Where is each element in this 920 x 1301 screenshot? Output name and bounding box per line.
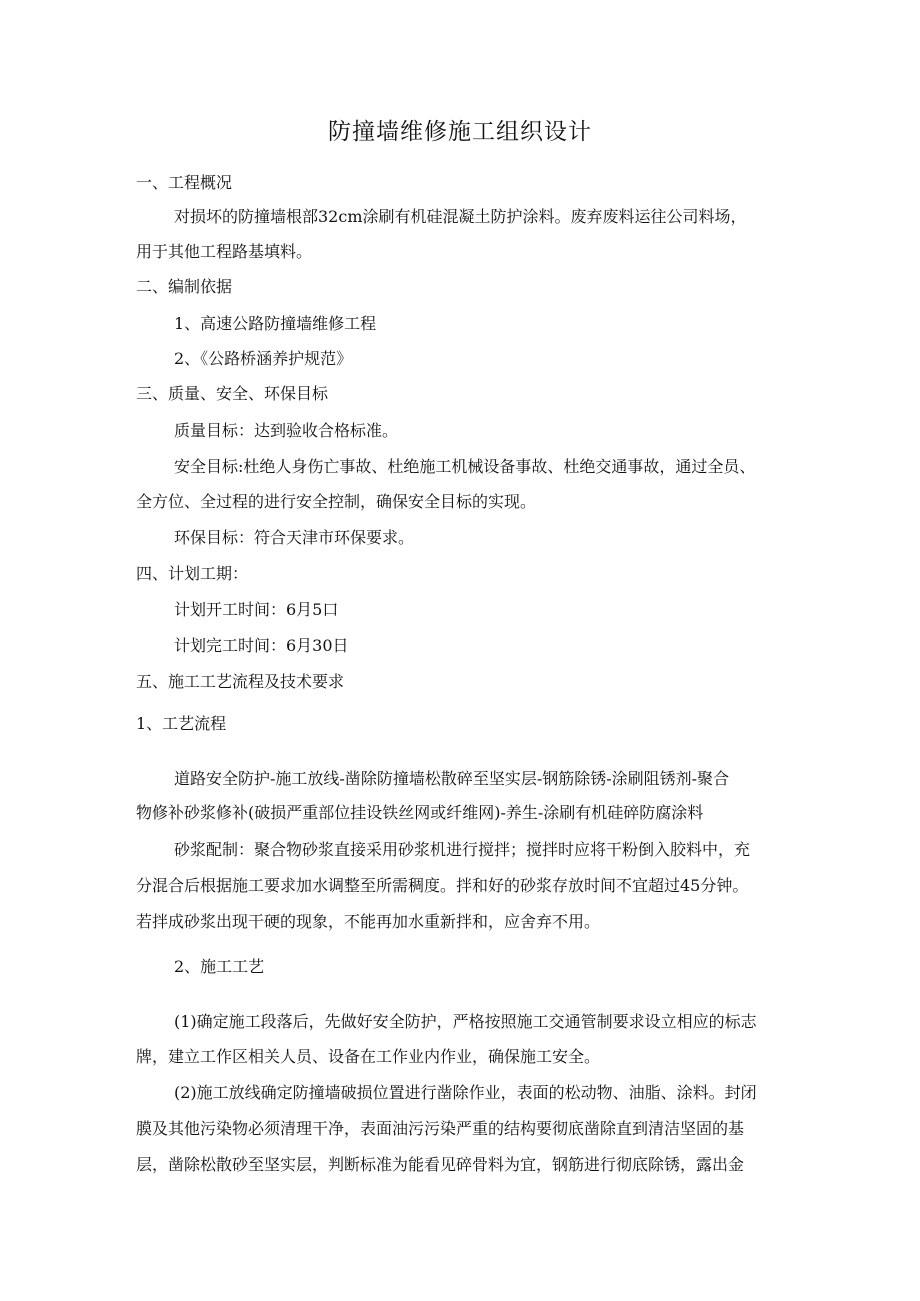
document-title: 防撞墙维修施工组织设计 (328, 119, 592, 145)
mortar-paragraph-line: 砂浆配制：聚合物砂浆直接采用砂浆机进行搅拌；搅拌时应将干粉倒入胶料中，充 (174, 840, 751, 859)
safety-goal-line: 安全目标:杜绝人身伤亡事故、杜绝施工机械设备事故、杜绝交通事故，通过全员、 (174, 457, 756, 476)
safety-goal-line: 全方位、全过程的进行安全控制，确保安全目标的实现。 (136, 492, 537, 511)
subheading-construction-process: 2、施工工艺 (174, 957, 265, 976)
overview-paragraph-line: 对损坏的防撞墙根部32cm涂刷有机硅混凝土防护涂料。废弃废料运往公司料场， (174, 207, 747, 226)
section-heading-basis: 二、编制依据 (136, 277, 233, 296)
process-step-1-line: (1)确定施工段落后，先做好安全防护，严格按照施工交通管制要求设立相应的标志 (174, 1012, 757, 1031)
planned-start: 计划开工时间：6月5口 (174, 600, 339, 619)
overview-paragraph-line: 用于其他工程路基填料。 (136, 242, 313, 261)
process-flow-line: 物修补砂浆修补(破损严重部位挂设铁丝网或纤维网)-养生-涂刷有机硅碎防腐涂料 (136, 803, 704, 822)
basis-item: 2、《公路桥涵养护规范》 (174, 349, 353, 368)
mortar-paragraph-line: 分混合后根据施工要求加水调整至所需稠度。拌和好的砂浆存放时间不宜超过45分钟。 (136, 876, 749, 895)
quality-goal: 质量目标：达到验收合格标准。 (174, 421, 399, 440)
planned-end: 计划完工时间：6月30日 (174, 636, 349, 655)
section-heading-goals: 三、质量、安全、环保目标 (136, 384, 329, 403)
process-step-2-line: 膜及其他污染物必须清理干净，表面油污污染严重的结构要彻底凿除直到清洁坚固的基 (136, 1119, 745, 1138)
process-step-2-line: (2)施工放线确定防撞墙破损位置进行凿除作业，表面的松动物、油脂、涂料。封闭 (174, 1083, 757, 1102)
mortar-paragraph-line: 若拌成砂浆出现干硬的现象，不能再加水重新拌和，应舍弃不用。 (136, 912, 601, 931)
section-heading-schedule: 四、计划工期： (136, 564, 249, 583)
section-heading-overview: 一、工程概况 (136, 173, 233, 192)
process-step-2-line: 层，凿除松散砂至坚实层，判断标准为能看见碎骨料为宜，钢筋进行彻底除锈，露出金 (136, 1155, 745, 1174)
subheading-process-flow: 1、工艺流程 (136, 714, 227, 733)
section-heading-process: 五、施工工艺流程及技术要求 (136, 672, 345, 691)
basis-item: 1、高速公路防撞墙维修工程 (174, 314, 377, 333)
environment-goal: 环保目标：符合天津市环保要求。 (174, 528, 415, 547)
process-step-1-line: 牌，建立工作区相关人员、设备在工作业内作业，确保施工安全。 (136, 1047, 601, 1066)
process-flow-line: 道路安全防护-施工放线-凿除防撞墙松散碎至坚实层-钢筋除锈-涂刷阻锈剂-聚合 (174, 769, 730, 788)
